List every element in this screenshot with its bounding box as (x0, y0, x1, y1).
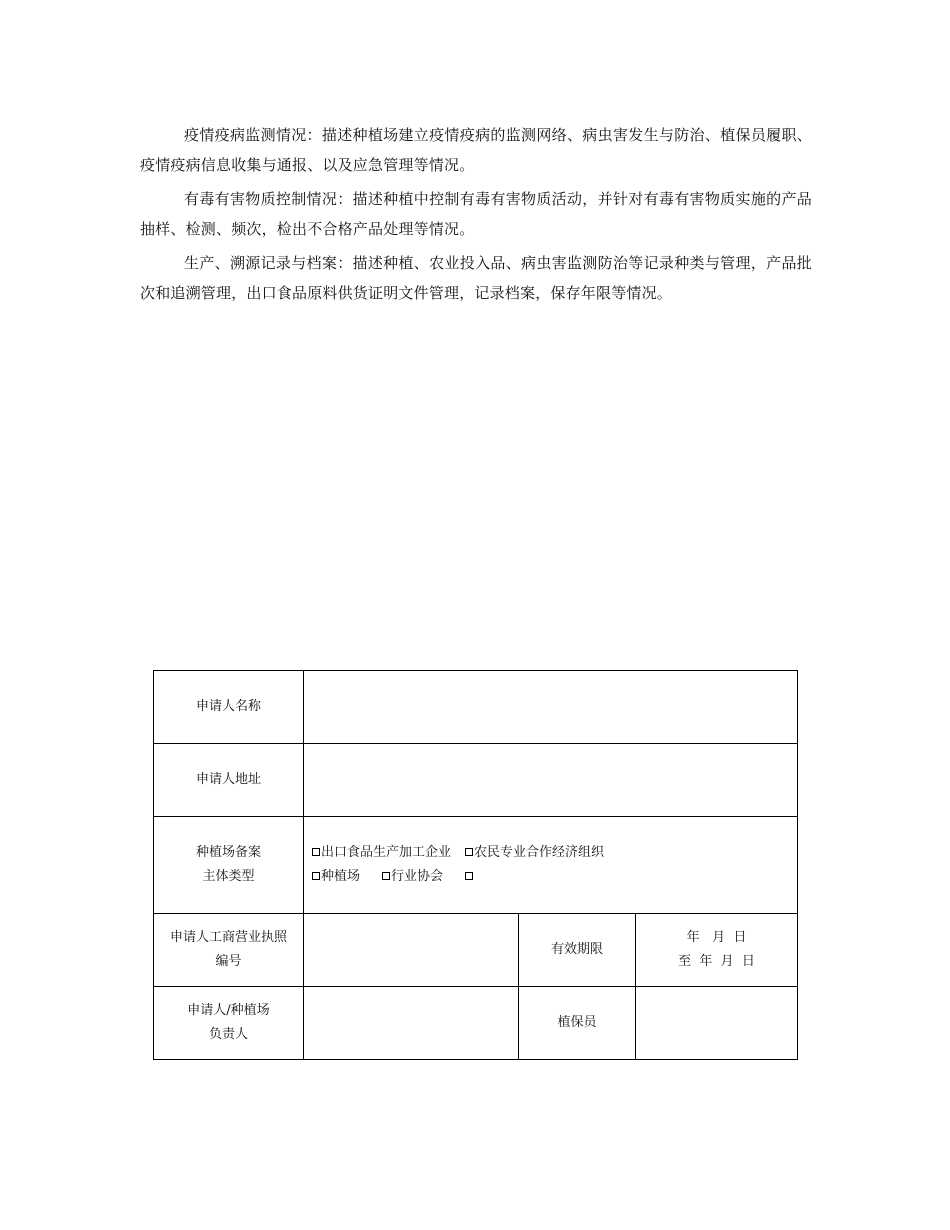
entity-type-label-line2: 主体类型 (202, 869, 255, 884)
option-export-food-enterprise[interactable] (312, 841, 451, 865)
option-farmer-cooperative[interactable] (465, 841, 604, 865)
checkbox-icon[interactable] (465, 848, 473, 856)
validity-period-label: 有效期限 (519, 914, 636, 987)
row-applicant-name (154, 671, 798, 744)
business-license-label-line1: 申请人工商营业执照 (169, 930, 287, 945)
row-business-license (154, 914, 798, 987)
month-label: 月 (720, 954, 734, 969)
responsible-person-label-line1: 申请人/种植场 (187, 1003, 270, 1018)
checkbox-icon[interactable] (312, 872, 320, 880)
responsible-person-label (154, 987, 304, 1060)
to-label: 至 (678, 954, 692, 969)
applicant-name-field[interactable] (304, 671, 798, 744)
year-label: 年 (699, 954, 713, 969)
validity-start-date (636, 926, 797, 950)
entity-type-label (154, 817, 304, 914)
paragraph-traceability-records: 生产、溯源记录与档案：描述种植、农业投入品、病虫害监测防治等记录种类与管理，产品批次和追溯管理，出口食品原料供货证明文件管理，记录档案，保存年限等情况。 (140, 254, 812, 302)
option-label: 种植场 (321, 869, 361, 884)
day-label: 日 (733, 930, 747, 945)
plant-protector-label: 植保员 (519, 987, 636, 1060)
entity-type-label-line1: 种植场备案 (195, 845, 261, 860)
validity-end-date (636, 950, 797, 974)
option-other[interactable] (465, 865, 474, 889)
row-responsible-person (154, 987, 798, 1060)
registration-form-table (153, 670, 798, 1060)
option-industry-association[interactable] (382, 865, 443, 889)
month-label: 月 (712, 930, 726, 945)
day-label: 日 (741, 954, 755, 969)
responsible-person-field[interactable] (304, 987, 519, 1060)
paragraph-epidemic-monitoring: 疫情疫病监测情况：描述种植场建立疫情疫病的监测网络、病虫害发生与防治、植保员履职、疫情疫病信息收集与通报、以及应急管理等情况。 (140, 126, 812, 174)
entity-type-options (304, 817, 798, 914)
plant-protector-field[interactable] (636, 987, 798, 1060)
applicant-name-label: 申请人名称 (154, 671, 304, 744)
option-label: 出口食品生产加工企业 (321, 845, 452, 860)
business-license-number-field[interactable] (304, 914, 519, 987)
paragraph-toxic-substance-control: 有毒有害物质控制情况：描述种植中控制有毒有害物质活动，并针对有毒有害物质实施的产品抽样、检测、频次，检出不合格产品处理等情况。 (140, 190, 812, 238)
checkbox-icon[interactable] (312, 848, 320, 856)
validity-period-field[interactable] (636, 914, 798, 987)
business-license-label-line2: 编号 (215, 954, 242, 969)
applicant-address-label: 申请人地址 (154, 744, 304, 817)
body-text (140, 120, 812, 312)
responsible-person-label-line2: 负责人 (208, 1027, 248, 1042)
checkbox-icon[interactable] (465, 872, 473, 880)
option-label: 农民专业合作经济组织 (474, 845, 605, 860)
business-license-label (154, 914, 304, 987)
applicant-address-field[interactable] (304, 744, 798, 817)
row-applicant-address (154, 744, 798, 817)
year-label: 年 (686, 930, 700, 945)
row-entity-type (154, 817, 798, 914)
option-plantation[interactable] (312, 865, 360, 889)
option-label: 行业协会 (391, 869, 444, 884)
checkbox-icon[interactable] (382, 872, 390, 880)
